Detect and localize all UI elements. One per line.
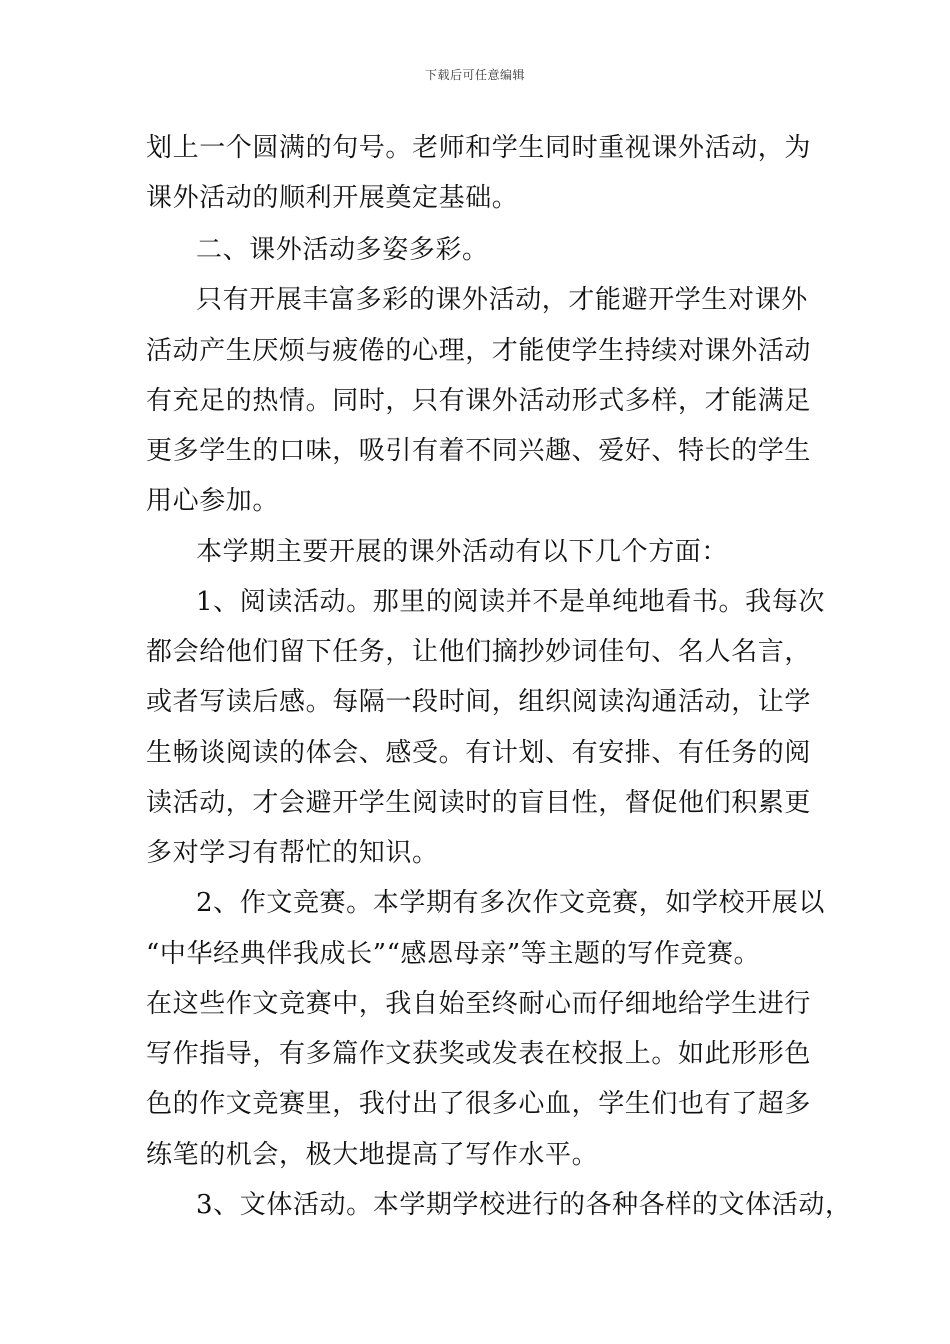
- text-line: 生畅谈阅读的体会、感受。有计划、有安排、有任务的阅: [146, 738, 812, 768]
- text-line: 更多学生的口味，吸引有着不同兴趣、爱好、特长的学生: [146, 436, 812, 466]
- section-heading: 二、课外活动多姿多彩。: [196, 235, 489, 265]
- text-line: 1、阅读活动。那里的阅读并不是单纯地看书。我每次: [196, 587, 825, 617]
- text-line: “中华经典伴我成长”“感恩母亲”等主题的写作竞赛。: [146, 939, 761, 969]
- text-line: 划上一个圆满的句号。老师和学生同时重视课外活动，为: [146, 133, 812, 163]
- text-line: 练笔的机会，极大地提高了写作水平。: [146, 1140, 599, 1170]
- text-line: 3、文体活动。本学期学校进行的各种各样的文体活动，: [196, 1190, 852, 1220]
- text-line: 多对学习有帮忙的知识。: [146, 838, 439, 868]
- text-line: 2、作文竞赛。本学期有多次作文竞赛，如学校开展以: [196, 888, 825, 918]
- text-line: 写作指导，有多篇作文获奖或发表在校报上。如此形形色: [146, 1039, 812, 1069]
- text-line: 有充足的热情。同时，只有课外活动形式多样，才能满足: [146, 386, 812, 416]
- text-line: 本学期主要开展的课外活动有以下几个方面：: [196, 537, 729, 567]
- text-line: 读活动，才会避开学生阅读时的盲目性，督促他们积累更: [146, 788, 812, 818]
- text-line: 只有开展丰富多彩的课外活动，才能避开学生对课外: [196, 285, 808, 315]
- page-header: 下载后可任意编辑: [424, 68, 525, 82]
- text-line: 色的作文竞赛里，我付出了很多心血，学生们也有了超多: [146, 1089, 812, 1119]
- text-line: 在这些作文竞赛中，我自始至终耐心而仔细地给学生进行: [146, 989, 812, 1019]
- text-line: 用心参加。: [146, 486, 280, 516]
- text-line: 课外活动的顺利开展奠定基础。: [146, 183, 519, 213]
- text-line: 活动产生厌烦与疲倦的心理，才能使学生持续对课外活动: [146, 336, 812, 366]
- text-line: 或者写读后感。每隔一段时间，组织阅读沟通活动，让学: [146, 687, 812, 717]
- text-line: 都会给他们留下任务，让他们摘抄妙词佳句、名人名言，: [146, 637, 812, 667]
